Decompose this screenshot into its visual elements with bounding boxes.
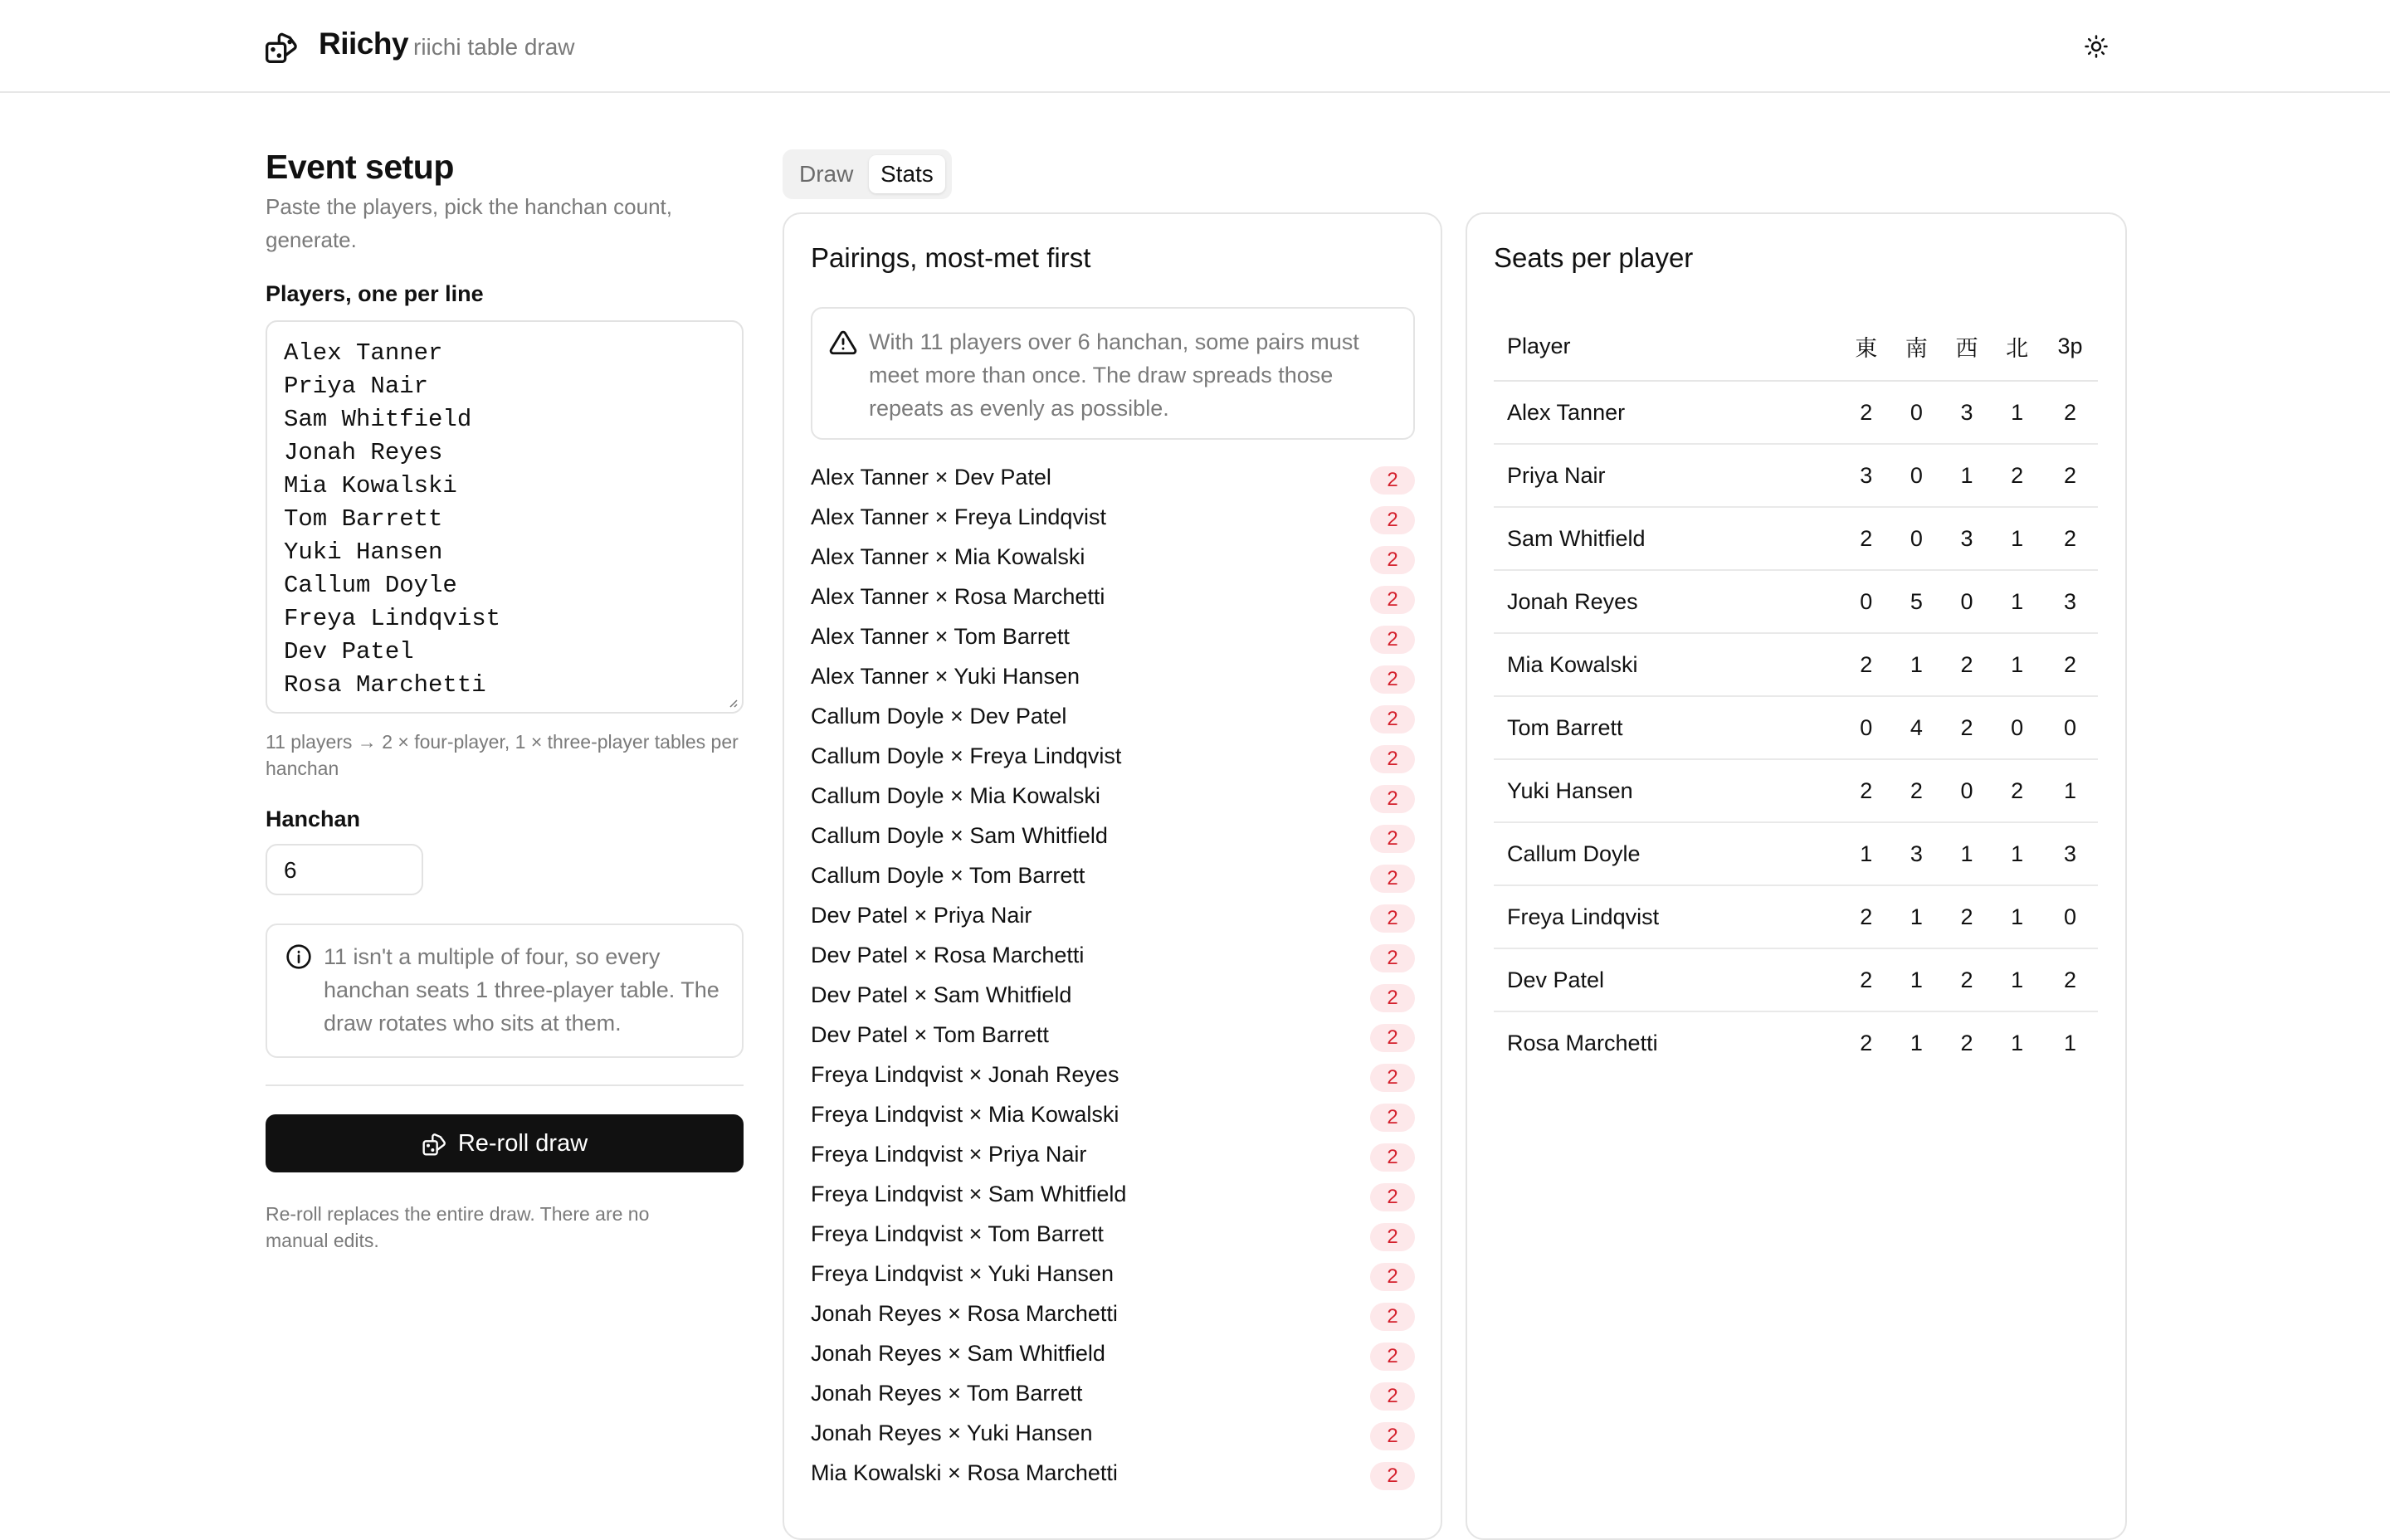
pairing-count-badge: 2 <box>1370 1303 1415 1331</box>
seat-count-cell: 2 <box>1942 948 1992 1011</box>
pairing-row <box>811 500 1415 539</box>
brand-tagline: riichi table draw <box>413 34 575 60</box>
pairing-count-badge: 2 <box>1370 1104 1415 1132</box>
seat-count-cell: 0 <box>2042 885 2098 948</box>
pairing-names: Callum Doyle × Freya Lindqvist <box>811 743 1122 768</box>
pairing-names: Dev Patel × Sam Whitfield <box>811 982 1072 1007</box>
divider <box>266 1084 744 1086</box>
hanchan-input[interactable] <box>266 844 423 895</box>
pairing-names: Callum Doyle × Sam Whitfield <box>811 823 1108 848</box>
seat-count-cell: 2 <box>1992 444 2042 507</box>
seat-count-cell: 1 <box>1942 822 1992 885</box>
pairing-row <box>811 1455 1415 1495</box>
column-header-player: Player <box>1494 312 1841 381</box>
seat-count-cell: 2 <box>2042 948 2098 1011</box>
seat-count-cell: 1 <box>1992 381 2042 444</box>
pairing-names: Freya Lindqvist × Sam Whitfield <box>811 1182 1127 1206</box>
pairing-names: Callum Doyle × Mia Kowalski <box>811 783 1100 808</box>
pairing-row <box>811 1296 1415 1336</box>
pairing-names: Freya Lindqvist × Yuki Hansen <box>811 1261 1114 1286</box>
pairing-names: Alex Tanner × Dev Patel <box>811 465 1051 490</box>
tab-stats[interactable]: Stats <box>869 155 945 193</box>
seat-count-cell: 2 <box>1860 1030 1873 1055</box>
info-icon <box>285 943 312 970</box>
seat-count-cell: 2 <box>1841 633 1891 696</box>
pairings-card <box>783 212 1442 1540</box>
pairing-count-badge: 2 <box>1370 1024 1415 1052</box>
table-row <box>1494 633 2098 696</box>
reroll-footnote: Re-roll replaces the entire draw. There are no manual edits. <box>266 1203 650 1251</box>
seat-count-cell: 2 <box>2042 507 2098 570</box>
event-setup-panel <box>266 148 744 1254</box>
seat-count-cell: 2 <box>1841 381 1891 444</box>
pairing-row <box>811 1097 1415 1137</box>
seat-count-cell: 2 <box>1942 633 1992 696</box>
seat-count-cell: 3 <box>1841 444 1891 507</box>
pairing-count-badge: 2 <box>1370 1143 1415 1172</box>
pairing-names: Alex Tanner × Yuki Hansen <box>811 664 1080 689</box>
player-name-cell: Alex Tanner <box>1494 381 1841 444</box>
seat-count-cell: 3 <box>1891 822 1942 885</box>
seat-count-cell: 2 <box>1841 885 1891 948</box>
seats-table-header <box>1494 312 2098 381</box>
pairings-warning <box>811 307 1415 440</box>
pairing-count-badge: 2 <box>1370 904 1415 933</box>
pairing-count-badge: 2 <box>1370 1422 1415 1450</box>
pairing-count-badge: 2 <box>1370 865 1415 893</box>
seat-count-cell: 0 <box>1841 570 1891 633</box>
pairing-names: Freya Lindqvist × Mia Kowalski <box>811 1102 1119 1127</box>
pairing-row <box>811 1137 1415 1177</box>
pairing-count-badge: 2 <box>1370 1064 1415 1092</box>
pairing-row <box>811 738 1415 778</box>
pairing-names: Alex Tanner × Tom Barrett <box>811 624 1070 649</box>
players-hint: 11 players → 2 × four-player, 1 × three-player tables per hanchan <box>266 731 739 779</box>
seat-count-cell: 4 <box>1891 696 1942 759</box>
table-row <box>1494 885 2098 948</box>
player-name-cell: Jonah Reyes <box>1494 570 1841 633</box>
pairing-count-badge: 2 <box>1370 944 1415 972</box>
seat-count-cell: 1 <box>1992 633 2042 696</box>
theme-toggle-button[interactable] <box>2080 30 2113 63</box>
pairing-row <box>811 619 1415 659</box>
player-name-cell: Rosa Marchetti <box>1507 1030 1658 1055</box>
pairing-row <box>811 1057 1415 1097</box>
pairing-count-badge: 2 <box>1370 1343 1415 1371</box>
seat-count-cell: 2 <box>1960 1030 1973 1055</box>
seat-count-cell: 1 <box>1891 948 1942 1011</box>
pairing-row <box>811 858 1415 898</box>
pairing-row <box>811 977 1415 1017</box>
pairing-count-badge: 2 <box>1370 506 1415 534</box>
seat-count-cell: 2 <box>2042 444 2098 507</box>
column-header-seat: 3p <box>2042 312 2098 381</box>
seat-count-cell: 1 <box>1992 570 2042 633</box>
seat-count-cell: 2 <box>2042 381 2098 444</box>
seat-count-cell: 1 <box>1942 444 1992 507</box>
pairing-count-badge: 2 <box>1370 665 1415 694</box>
pairing-names: Callum Doyle × Tom Barrett <box>811 863 1085 888</box>
player-name-cell: Tom Barrett <box>1494 696 1841 759</box>
view-tabs <box>783 149 952 199</box>
seat-count-cell: 1 <box>1891 633 1942 696</box>
info-callout <box>266 924 744 1058</box>
resize-handle-icon[interactable] <box>725 695 739 709</box>
warning-icon <box>829 329 857 357</box>
pairing-count-badge: 2 <box>1370 1183 1415 1211</box>
seat-count-cell: 1 <box>2042 759 2098 822</box>
seats-card <box>1466 212 2127 1540</box>
sun-icon <box>2084 34 2109 59</box>
pairing-count-badge: 2 <box>1370 1382 1415 1411</box>
pairing-row <box>811 1216 1415 1256</box>
pairing-row <box>811 699 1415 738</box>
pairing-row <box>811 460 1415 500</box>
seat-count-cell: 0 <box>1942 570 1992 633</box>
pairing-names: Freya Lindqvist × Jonah Reyes <box>811 1062 1119 1087</box>
table-row <box>1494 381 2098 444</box>
players-label: Players, one per line <box>266 281 484 306</box>
seat-count-cell: 3 <box>2042 822 2098 885</box>
seat-count-cell: 1 <box>1992 885 2042 948</box>
tab-draw[interactable]: Draw <box>799 161 854 187</box>
seat-count-cell: 2 <box>1942 885 1992 948</box>
pairing-row <box>811 778 1415 818</box>
pairing-count-badge: 2 <box>1370 1462 1415 1490</box>
reroll-draw-button[interactable] <box>266 1114 744 1172</box>
seat-count-cell: 5 <box>1891 570 1942 633</box>
seat-count-cell: 2 <box>1841 759 1891 822</box>
column-header-seat: 東 <box>1841 312 1891 381</box>
seat-count-cell: 3 <box>1942 507 1992 570</box>
dice-icon <box>422 1130 448 1157</box>
seats-table <box>1494 312 2098 1074</box>
seat-count-cell: 2 <box>1891 759 1942 822</box>
pairing-count-badge: 2 <box>1370 1223 1415 1251</box>
pairing-row <box>811 1376 1415 1416</box>
table-row <box>1494 948 2098 1011</box>
player-name-cell: Yuki Hansen <box>1494 759 1841 822</box>
column-header-seat: 西 <box>1942 312 1992 381</box>
pairing-count-badge: 2 <box>1370 984 1415 1012</box>
pairings-title: Pairings, most-met first <box>811 242 1091 273</box>
seat-count-cell: 0 <box>1942 759 1992 822</box>
seat-count-cell: 2 <box>1942 696 1992 759</box>
seat-count-cell: 3 <box>1942 381 1992 444</box>
player-name-cell: Dev Patel <box>1494 948 1841 1011</box>
info-text: 11 isn't a multiple of four, so every hanchan seats 1 three-player table. The draw rotates who sits at them. <box>324 944 719 1036</box>
pairing-row <box>811 1416 1415 1455</box>
hanchan-value: 6 <box>284 857 297 883</box>
pairing-row <box>811 938 1415 977</box>
seat-count-cell: 1 <box>1891 885 1942 948</box>
seat-count-cell: 1 <box>1841 822 1891 885</box>
seat-count-cell: 2 <box>2042 633 2098 696</box>
table-row <box>1494 1011 2098 1074</box>
table-row <box>1494 444 2098 507</box>
pairing-names: Jonah Reyes × Yuki Hansen <box>811 1421 1093 1445</box>
event-setup-subtitle: Paste the players, pick the hanchan count, generate. <box>266 194 672 252</box>
players-text: Alex Tanner Priya Nair Sam Whitfield Jonah Reyes Mia Kowalski Tom Barrett Yuki Hansen Callum Doyle Freya Lindqvist Dev Patel Rosa Marchetti <box>284 339 501 699</box>
seat-count-cell: 0 <box>1992 696 2042 759</box>
reroll-label: Re-roll draw <box>457 1129 588 1157</box>
seat-count-cell: 1 <box>2011 1030 2024 1055</box>
pairing-count-badge: 2 <box>1370 626 1415 654</box>
pairing-count-badge: 2 <box>1370 785 1415 813</box>
pairing-row <box>811 1336 1415 1376</box>
pairing-row <box>811 1177 1415 1216</box>
pairing-names: Dev Patel × Tom Barrett <box>811 1022 1049 1047</box>
pairing-names: Callum Doyle × Dev Patel <box>811 704 1067 729</box>
seat-count-cell: 1 <box>1992 507 2042 570</box>
pairing-count-badge: 2 <box>1370 825 1415 853</box>
table-row <box>1494 759 2098 822</box>
seat-count-cell: 2 <box>1841 507 1891 570</box>
player-name-cell: Priya Nair <box>1494 444 1841 507</box>
seat-count-cell: 0 <box>1891 444 1942 507</box>
pairing-row <box>811 1256 1415 1296</box>
players-textarea[interactable] <box>266 320 744 714</box>
seat-count-cell: 0 <box>1841 696 1891 759</box>
table-row <box>1494 507 2098 570</box>
pairing-count-badge: 2 <box>1370 466 1415 495</box>
seat-count-cell: 0 <box>1891 507 1942 570</box>
pairing-count-badge: 2 <box>1370 705 1415 733</box>
pairing-count-badge: 2 <box>1370 546 1415 574</box>
hanchan-label: Hanchan <box>266 807 361 831</box>
seat-count-cell: 3 <box>2042 570 2098 633</box>
player-name-cell: Mia Kowalski <box>1494 633 1841 696</box>
table-row <box>1494 822 2098 885</box>
player-name-cell: Sam Whitfield <box>1494 507 1841 570</box>
pairing-count-badge: 2 <box>1370 1263 1415 1291</box>
pairing-row <box>811 818 1415 858</box>
brand-name: Riichy <box>319 27 409 61</box>
pairing-names: Alex Tanner × Rosa Marchetti <box>811 584 1105 609</box>
player-name-cell: Freya Lindqvist <box>1494 885 1841 948</box>
seat-count-cell: 0 <box>2042 696 2098 759</box>
pairing-row <box>811 1017 1415 1057</box>
seat-count-cell: 2 <box>1992 759 2042 822</box>
pairing-row <box>811 659 1415 699</box>
pairing-names: Alex Tanner × Mia Kowalski <box>811 544 1085 569</box>
seats-title: Seats per player <box>1494 242 1694 273</box>
seat-count-cell: 1 <box>2063 1030 2076 1055</box>
pairing-names: Dev Patel × Priya Nair <box>811 903 1032 928</box>
seat-count-cell: 1 <box>1992 948 2042 1011</box>
pairing-row <box>811 579 1415 619</box>
player-name-cell: Callum Doyle <box>1494 822 1841 885</box>
pairing-names: Dev Patel × Rosa Marchetti <box>811 943 1085 967</box>
seat-count-cell: 1 <box>1992 822 2042 885</box>
pairing-row <box>811 539 1415 579</box>
pairings-list <box>811 460 1415 1495</box>
seat-count-cell: 0 <box>1891 381 1942 444</box>
pairing-names: Jonah Reyes × Sam Whitfield <box>811 1341 1105 1366</box>
seat-count-cell: 2 <box>1841 948 1891 1011</box>
table-row <box>1494 696 2098 759</box>
seat-count-cell: 1 <box>1910 1030 1923 1055</box>
pairing-names: Jonah Reyes × Tom Barrett <box>811 1381 1083 1406</box>
dice-logo-icon <box>264 28 300 65</box>
pairing-names: Freya Lindqvist × Tom Barrett <box>811 1221 1104 1246</box>
app-header <box>0 0 2390 93</box>
pairing-names: Alex Tanner × Freya Lindqvist <box>811 504 1106 529</box>
pairing-row <box>811 898 1415 938</box>
column-header-seat: 北 <box>1992 312 2042 381</box>
pairing-names: Freya Lindqvist × Priya Nair <box>811 1142 1087 1167</box>
table-row <box>1494 570 2098 633</box>
column-header-seat: 南 <box>1891 312 1942 381</box>
pairing-names: Mia Kowalski × Rosa Marchetti <box>811 1460 1118 1485</box>
event-setup-title: Event setup <box>266 148 454 186</box>
warning-text: With 11 players over 6 hanchan, some pairs must meet more than once. The draw spreads those repeats as evenly as possible. <box>869 329 1359 421</box>
pairing-count-badge: 2 <box>1370 745 1415 773</box>
pairing-names: Jonah Reyes × Rosa Marchetti <box>811 1301 1118 1326</box>
pairing-count-badge: 2 <box>1370 586 1415 614</box>
